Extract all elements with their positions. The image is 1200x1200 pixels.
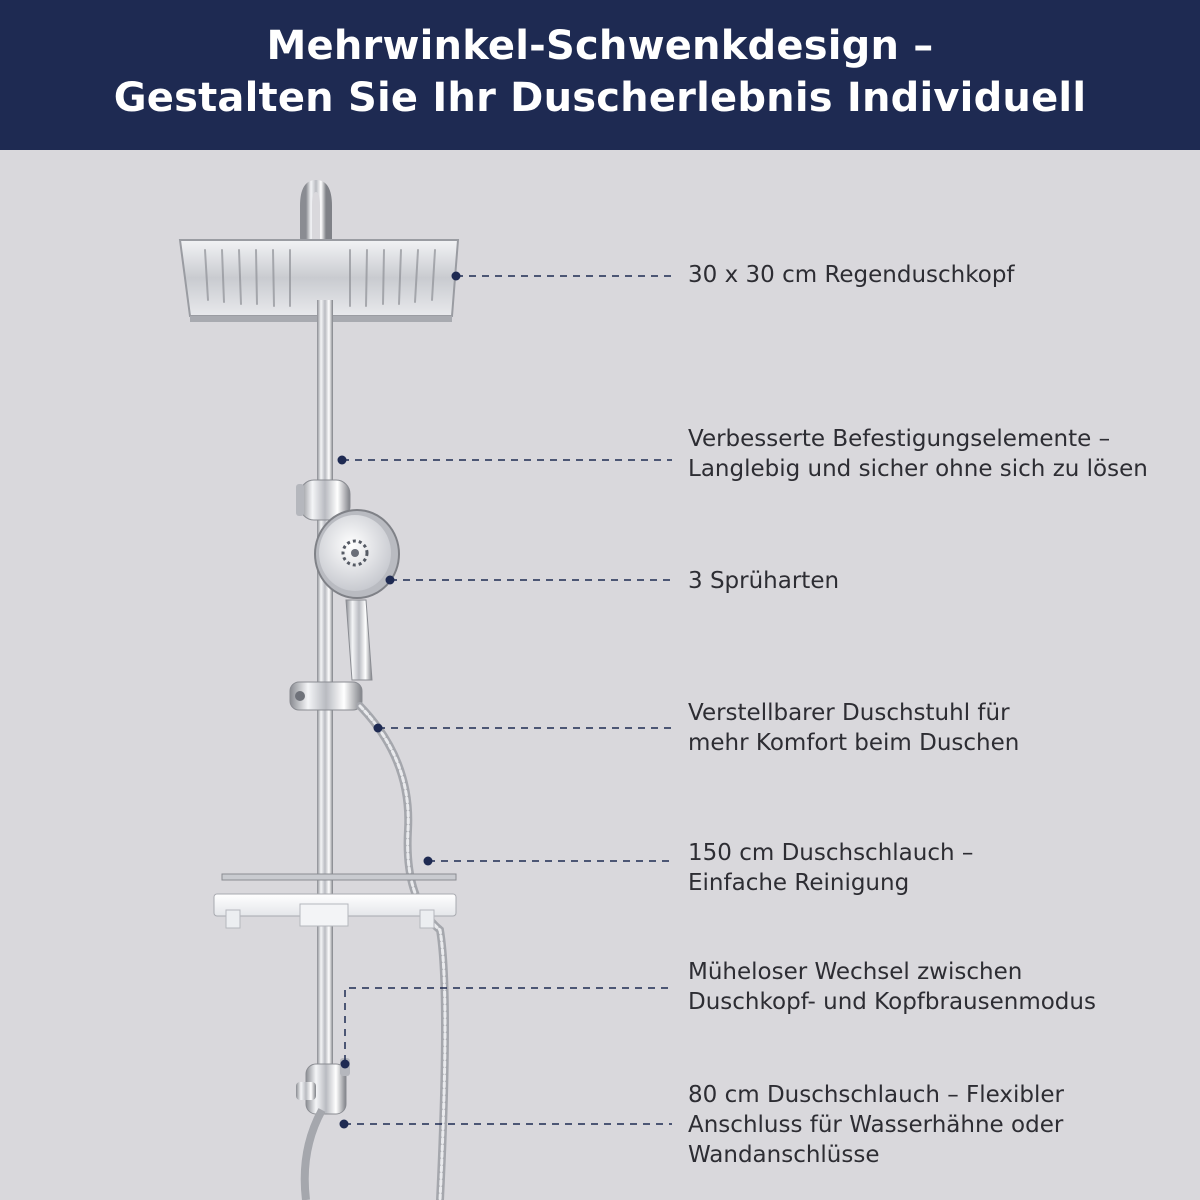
callout-text: Müheloser Wechsel zwischen (688, 959, 1023, 985)
callout-text: 80 cm Duschschlauch – Flexibler (688, 1082, 1065, 1108)
callout-fixings (688, 424, 1148, 484)
callout-dot-1 (452, 272, 461, 281)
callout-leaders (342, 276, 672, 1124)
lower-hose (305, 1110, 322, 1200)
slide-holder (290, 682, 362, 710)
callout-dot-4 (374, 724, 383, 733)
callout-spray-modes (688, 566, 839, 596)
shower-tray-shelf (214, 874, 456, 928)
callout-text: 3 Sprüharten (688, 568, 840, 594)
callout-text: Anschluss für Wasserhähne oder (688, 1112, 1064, 1138)
callout-dot-6 (341, 1060, 350, 1069)
callout-text: mehr Komfort beim Duschen (688, 730, 1020, 756)
shower-system-illustration (0, 150, 1200, 1200)
callout-text: Einfache Reinigung (688, 870, 910, 896)
callout-text: Verstellbarer Duschstuhl für (688, 700, 1010, 726)
callout-text: Duschkopf- und Kopfbrausenmodus (688, 989, 1096, 1015)
banner-title-line-1: Mehrwinkel-Schwenkdesign – (266, 23, 934, 69)
callout-text: 150 cm Duschschlauch – (688, 840, 974, 866)
callout-dot-3 (386, 576, 395, 585)
callout-text: Langlebig und sicher ohne sich zu lösen (688, 456, 1148, 482)
callout-line-6 (345, 988, 672, 1062)
callout-dot-7 (340, 1120, 349, 1129)
callout-text: 30 x 30 cm Regenduschkopf (688, 262, 1015, 288)
title-banner (0, 0, 1200, 150)
callout-text: Verbesserte Befestigungselemente – (688, 426, 1111, 452)
callout-dot-2 (338, 456, 347, 465)
banner-title-line-2: Gestalten Sie Ihr Duscherlebnis Individuell (113, 75, 1087, 121)
callout-rain-shower-head (688, 260, 1015, 290)
callout-80cm-hose (688, 1080, 1064, 1170)
callout-adjustable-holder (688, 698, 1019, 758)
callout-dot-5 (424, 857, 433, 866)
callout-text: Wandanschlüsse (688, 1142, 880, 1168)
callout-150cm-hose (688, 838, 973, 898)
callout-diverter (688, 957, 1096, 1017)
